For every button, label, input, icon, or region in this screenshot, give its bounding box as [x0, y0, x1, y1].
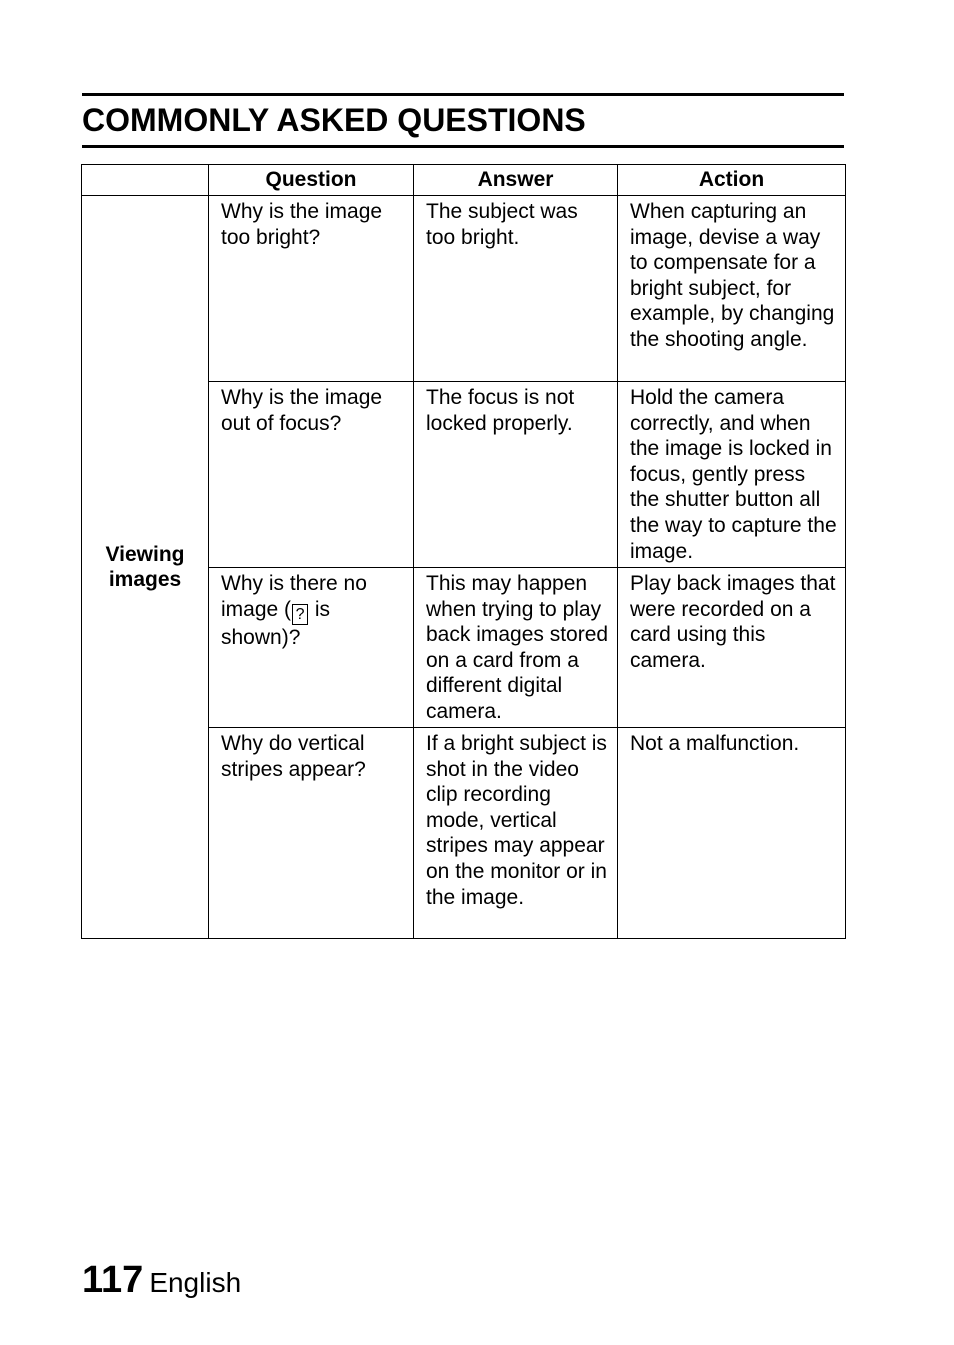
header-action: Action — [618, 165, 846, 196]
category-cell: Viewing images — [82, 196, 209, 939]
question-cell — [209, 568, 414, 728]
page-number: 117 — [82, 1259, 144, 1301]
header-category — [82, 165, 209, 196]
page-title: COMMONLY ASKED QUESTIONS — [82, 102, 586, 138]
table-header-row — [82, 165, 846, 196]
question-cell: Why is the image out of focus? — [209, 382, 414, 568]
question-text-after: is shown)? — [221, 597, 331, 649]
page-footer — [82, 1258, 241, 1310]
question-cell: Why do vertical stripes appear? — [209, 728, 414, 939]
answer-cell: If a bright subject is shot in the video clip recording mode, vertical stripes may appear on the monitor or in the image. — [414, 728, 618, 939]
question-text-before: Why is there no image ( — [221, 572, 367, 621]
table-row — [82, 196, 846, 382]
faq-table — [81, 164, 846, 939]
page-language: English — [149, 1267, 242, 1298]
title-rule-top — [82, 93, 844, 96]
action-cell: Play back images that were recorded on a card using this camera. — [618, 568, 846, 728]
question-mark-icon: ? — [292, 604, 308, 625]
header-answer: Answer — [414, 165, 618, 196]
action-cell: When capturing an image, devise a way to compensate for a bright subject, for example, by changing the shooting angle. — [618, 196, 846, 382]
answer-cell: The focus is not locked properly. — [414, 382, 618, 568]
title-rule-bottom — [82, 145, 844, 148]
answer-cell: This may happen when trying to play back images stored on a card from a different digital camera. — [414, 568, 618, 728]
header-question: Question — [209, 165, 414, 196]
action-cell: Not a malfunction. — [618, 728, 846, 939]
question-cell: Why is the image too bright? — [209, 196, 414, 382]
answer-cell: The subject was too bright. — [414, 196, 618, 382]
action-cell: Hold the camera correctly, and when the image is locked in focus, gently press the shutter button all the way to capture the image. — [618, 382, 846, 568]
